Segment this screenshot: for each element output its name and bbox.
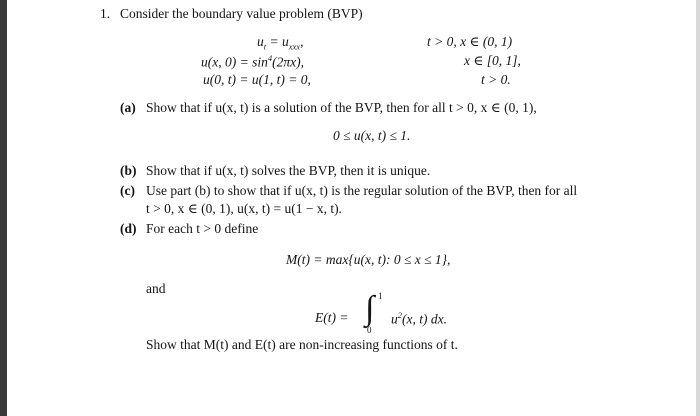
initial-condition-domain: x ∈ [0, 1], — [464, 53, 521, 68]
part-a-inequality: 0 ≤ u(x, t) ≤ 1. — [333, 128, 411, 143]
part-c-label: (c) — [120, 183, 135, 198]
left-frame-edge — [0, 0, 7, 416]
part-d-label: (d) — [120, 221, 137, 236]
problem-intro: Consider the boundary value problem (BVP) — [120, 6, 363, 21]
closing-statement: Show that M(t) and E(t) are non-increasing functions of t. — [146, 337, 458, 352]
m-definition: M(t) = max{u(x, t): 0 ≤ x ≤ 1}, — [286, 252, 451, 267]
part-c-line2: t > 0, x ∈ (0, 1), u(x, t) = u(1 − x, t). — [146, 201, 342, 216]
part-b-label: (b) — [120, 163, 137, 178]
part-a-label: (a) — [120, 100, 136, 115]
integral-upper-limit: 1 — [378, 291, 383, 301]
integrand: $u^2(x$, t) dx. — [391, 310, 447, 327]
problem-number: 1. — [100, 6, 111, 21]
and-word: and — [146, 281, 166, 296]
initial-condition: u(x, $0) = \sin^4(2\pi x)$, — [201, 53, 304, 70]
right-frame-edge — [696, 0, 700, 416]
part-c-line1: Use part (b) to show that if u(x, t) is the regular solution of the BVP, then for all — [146, 183, 578, 198]
integral-lower-limit: 0 — [367, 325, 372, 335]
boundary-condition-domain: t > 0. — [481, 72, 511, 87]
pde-equation: $u_t = u_{xxx}$, — [257, 34, 304, 52]
part-a-text: Show that if u(x, t) is a solution of the BVP, then for all t > 0, x ∈ (0, 1), — [146, 100, 537, 115]
part-d-text: For each t > 0 define — [146, 221, 259, 236]
e-left: E(t) = — [315, 310, 349, 325]
boundary-condition: u(0, t) = u(1, t) = 0, — [203, 72, 311, 87]
part-b-text: Show that if u(x, t) solves the BVP, then it is unique. — [146, 163, 431, 178]
integral-sign: ∫ — [365, 290, 375, 327]
pde-condition: t > 0, x ∈ (0, 1) — [427, 34, 513, 49]
